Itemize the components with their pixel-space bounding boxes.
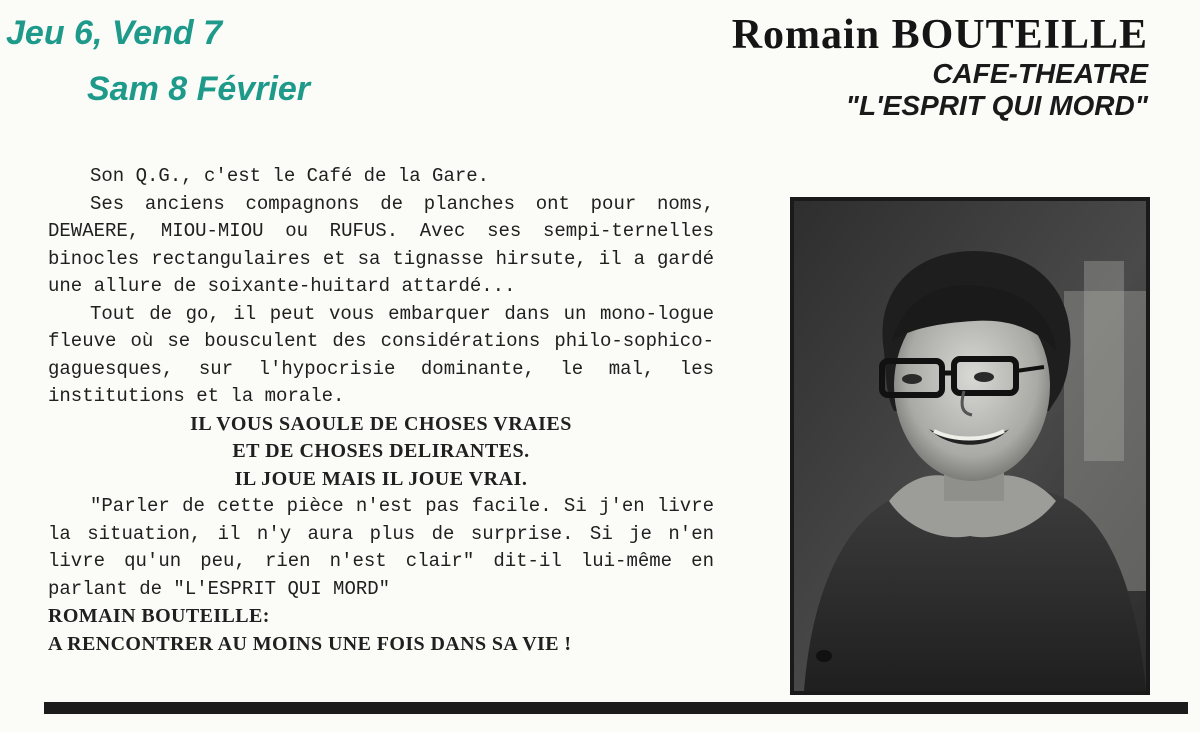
highlight-line-2: ET DE CHOSES DELIRANTES. xyxy=(232,440,530,462)
artist-name: Romain BOUTEILLE xyxy=(731,12,1148,58)
highlight-line-1: IL VOUS SAOULE DE CHOSES VRAIES xyxy=(190,412,572,435)
bottom-divider xyxy=(44,702,1188,714)
highlight-line-3: IL JOUE MAIS IL JOUE VRAI. xyxy=(234,467,528,490)
header xyxy=(732,12,1148,122)
article-body xyxy=(48,163,714,658)
closing-line-1: ROMAIN BOUTEILLE: xyxy=(48,605,270,627)
article-paragraph-2: Ses anciens compagnons de planches ont pour noms, DEWAERE, MIOU-MIOU ou RUFUS. Avec ses sempi-ternelles binocles rectangulaires et sa tignasse hirsute, il a gardé une allure de soixante-huitard attardé... xyxy=(48,192,714,297)
article-paragraph-3: Tout de go, il peut vous embarquer dans un mono-logue fleuve où se bousculent des considérations philo-sophico-gaguesques, sur l'hypocrisie dominante, le mal, les institutions et la morale. xyxy=(48,302,714,407)
performance-dates-line-2: Sam 8 Février xyxy=(87,70,311,108)
venue-type: CAFE-THEATRE xyxy=(932,58,1148,89)
show-title: "L'ESPRIT QUI MORD" xyxy=(845,90,1148,121)
closing-line-2: A RENCONTRER AU MOINS UNE FOIS DANS SA VIE ! xyxy=(48,632,572,655)
article-paragraph-4: "Parler de cette pièce n'est pas facile. Si j'en livre la situation, il n'y aura plus de surprise. Si je n'en livre qu'un peu, rien n'est clair" dit-il lui-même en parlant de "L'ESPRIT QUI MORD" xyxy=(48,495,714,600)
artist-photo xyxy=(790,197,1150,695)
article-paragraph-1: Son Q.G., c'est le Café de la Gare. xyxy=(90,165,490,187)
performance-dates-line-1: Jeu 6, Vend 7 xyxy=(6,14,223,52)
